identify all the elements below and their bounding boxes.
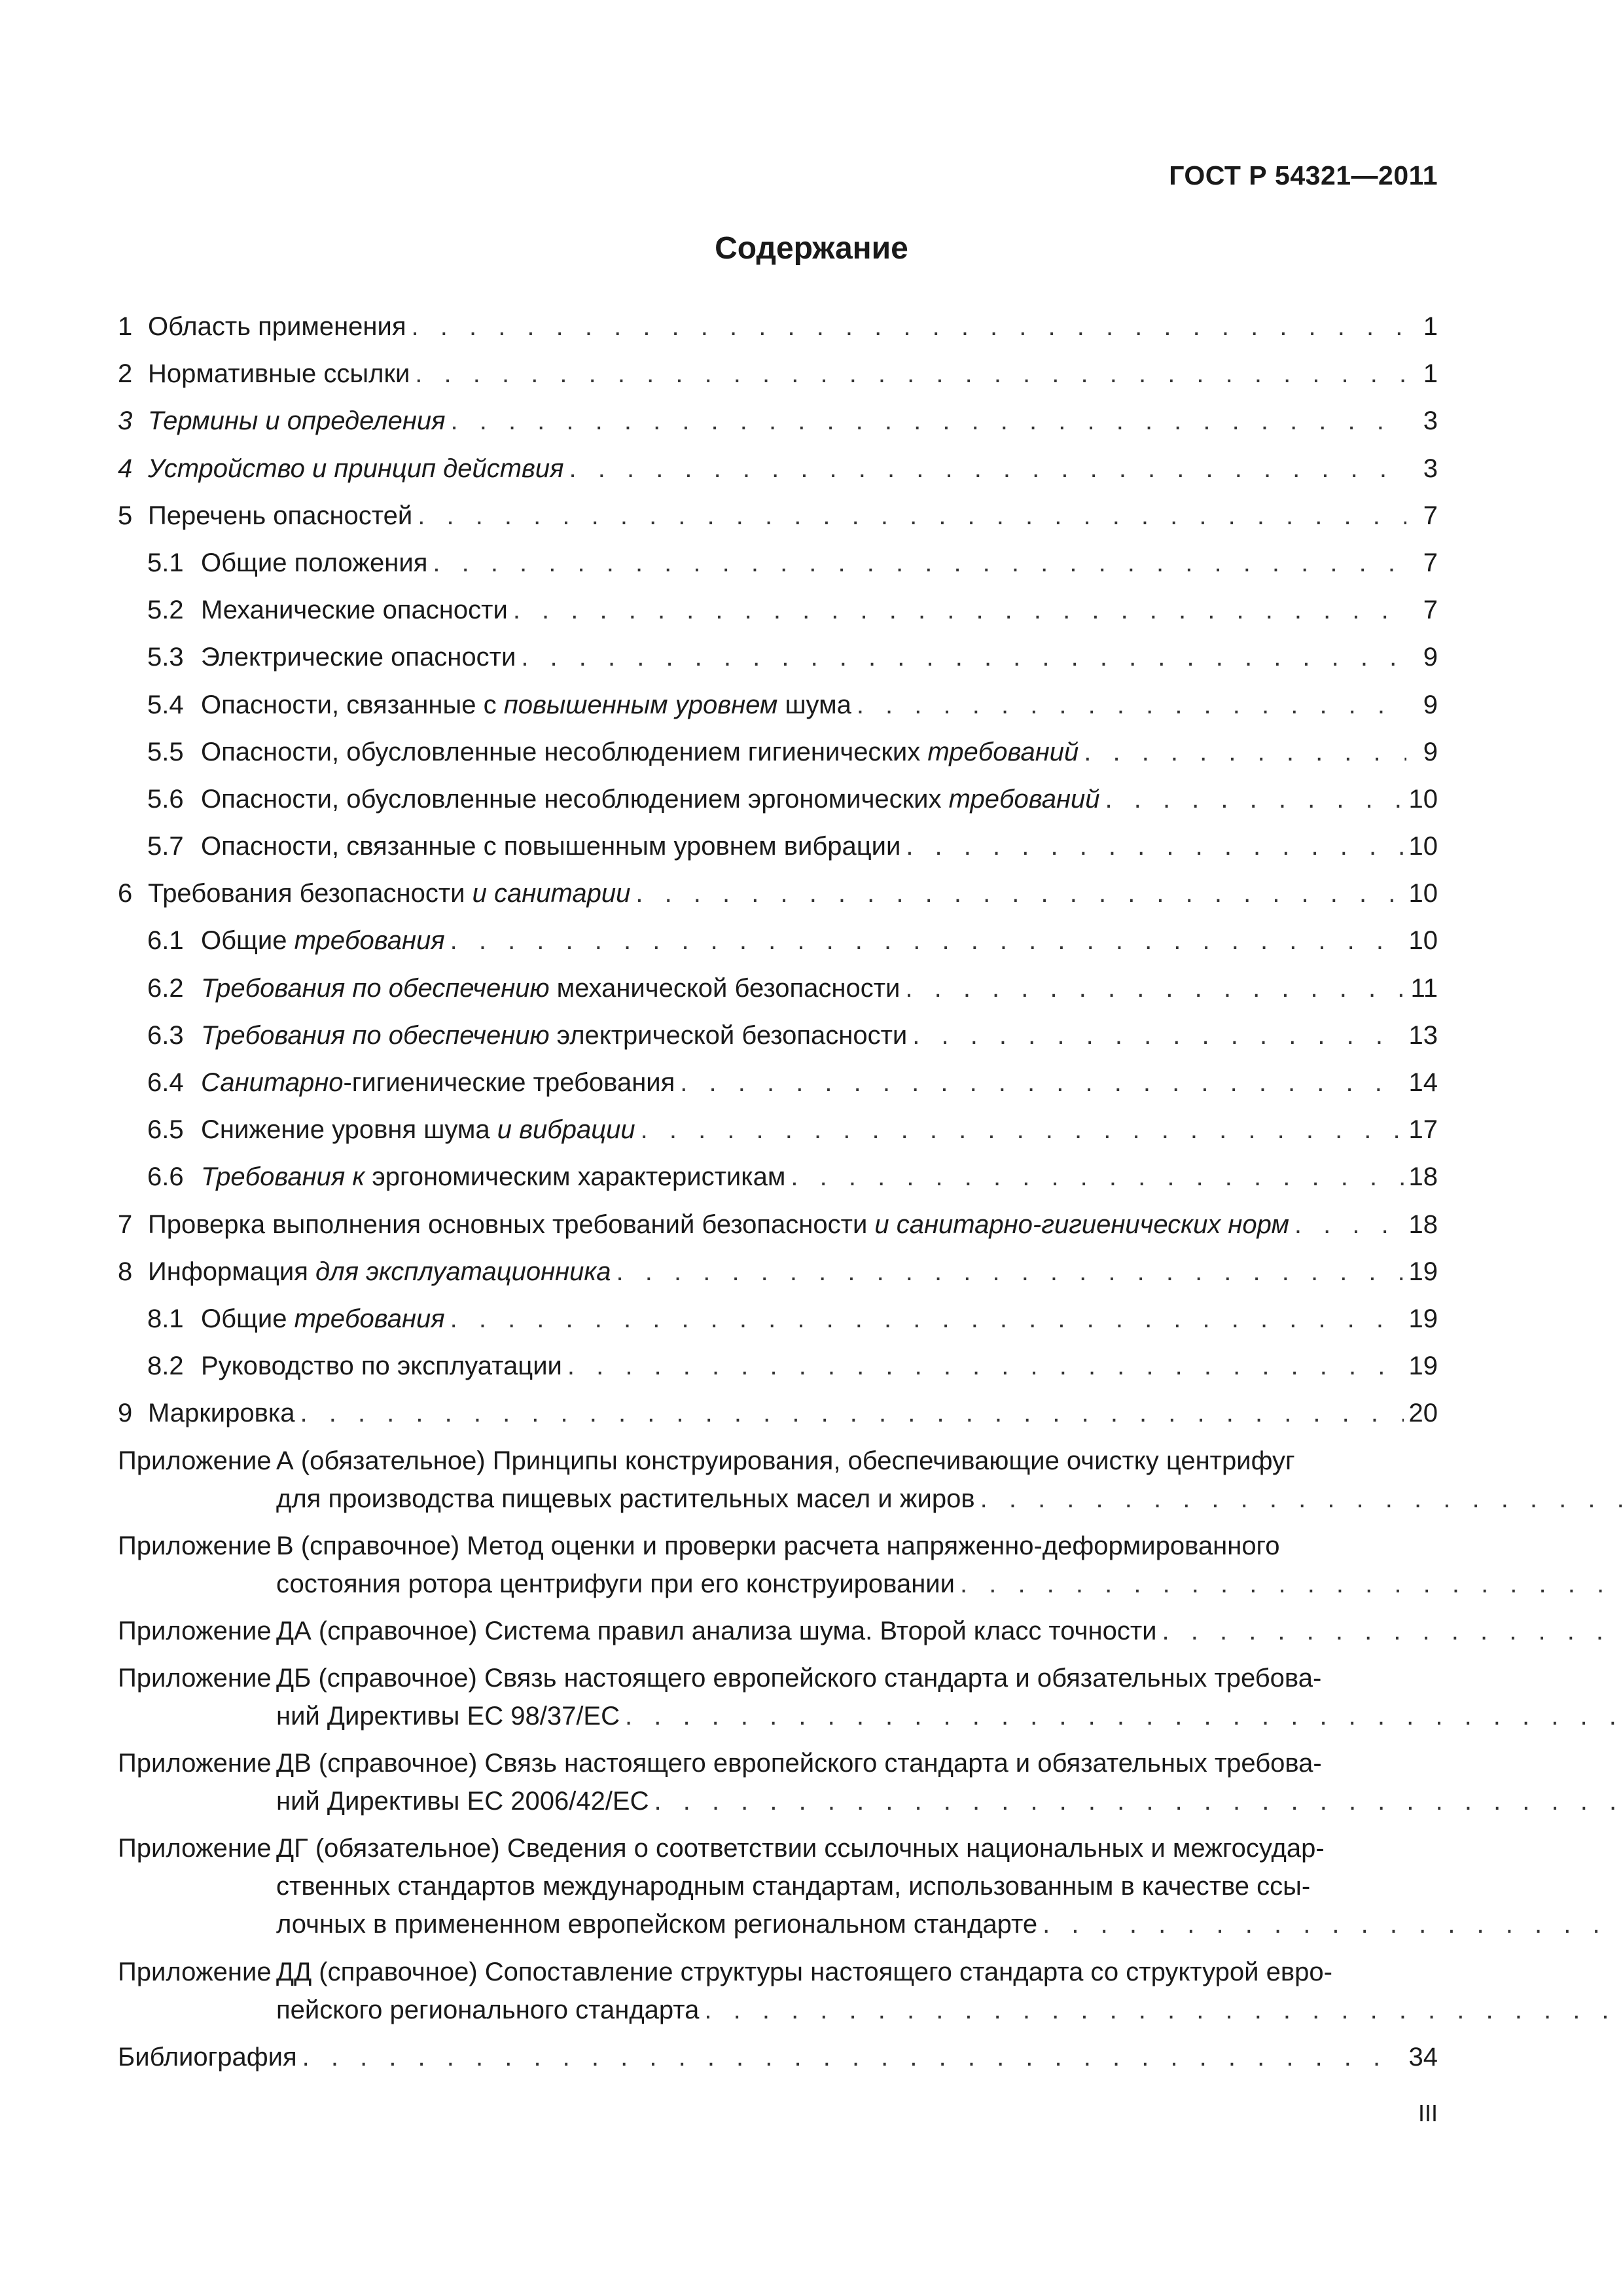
title-segment: Опасности, связанные с повышенным уровнем вибрации bbox=[201, 832, 901, 861]
toc-appendix[interactable] bbox=[118, 1829, 1438, 1943]
title-segment: и санитарии bbox=[472, 879, 631, 908]
appendix-title-line bbox=[276, 1612, 1623, 1650]
appendix-title-line: В (справочное) Метод оценки и проверки расчета напряженно-деформированного bbox=[276, 1531, 1280, 1560]
toc-page-number: 7 bbox=[1423, 548, 1438, 577]
toc-page-number: 9 bbox=[1423, 737, 1438, 766]
leader-dots bbox=[451, 402, 1407, 440]
leader-dots bbox=[412, 308, 1406, 346]
toc-entry-title bbox=[148, 1206, 1289, 1244]
toc-entry-number: 9 bbox=[118, 1399, 133, 1428]
title-segment: Общие bbox=[201, 926, 294, 956]
title-segment: электрической безопасности bbox=[549, 1020, 908, 1050]
toc-entry-title bbox=[201, 969, 900, 1007]
leader-dots bbox=[960, 1565, 1623, 1603]
toc-entry-number: 5.4 bbox=[147, 690, 184, 719]
appendix-label: Приложение bbox=[118, 1957, 272, 1986]
toc-page-number: 1 bbox=[1423, 359, 1438, 389]
toc-entry-number: 5.6 bbox=[147, 784, 184, 814]
toc-entry-number: 8.2 bbox=[147, 1352, 184, 1381]
appendix-label: Приложение bbox=[118, 1834, 272, 1863]
appendix-title-line bbox=[276, 1905, 1623, 1943]
toc-entry-number: 8 bbox=[118, 1257, 133, 1286]
leader-dots bbox=[433, 544, 1406, 582]
toc-appendix[interactable] bbox=[118, 1744, 1438, 1820]
leader-dots bbox=[912, 1016, 1403, 1054]
toc-entry-number: 1 bbox=[118, 312, 133, 341]
toc-entry-number: 6.6 bbox=[147, 1162, 184, 1192]
title-segment: Общие положения bbox=[201, 548, 428, 577]
appendix-label: Приложение bbox=[118, 1531, 272, 1560]
appendix-label: Приложение bbox=[118, 1616, 272, 1645]
appendix-title-text: состояния ротора центрифуги при его конструировании bbox=[276, 1569, 955, 1598]
toc-page-number: 11 bbox=[1410, 973, 1438, 1003]
leader-dots bbox=[635, 874, 1403, 912]
toc-entry-number: 5 bbox=[118, 501, 133, 530]
toc-entry[interactable] bbox=[118, 450, 1438, 488]
leader-dots bbox=[513, 591, 1406, 629]
toc-entry-number: 5.2 bbox=[147, 596, 184, 625]
toc-entry-title: Библиография bbox=[118, 2042, 297, 2072]
toc-entry-title bbox=[201, 1300, 445, 1338]
toc-entry[interactable] bbox=[118, 544, 1438, 582]
title-segment: Санитарно bbox=[201, 1068, 344, 1097]
appendix-title-line bbox=[276, 1991, 1623, 2029]
toc-entry[interactable] bbox=[118, 780, 1438, 818]
toc-entry-number: 2 bbox=[118, 359, 133, 389]
leader-dots bbox=[450, 1300, 1404, 1338]
toc-entry-number: 7 bbox=[118, 1210, 133, 1239]
toc-page-number: 18 bbox=[1408, 1210, 1438, 1239]
toc-entry[interactable] bbox=[118, 827, 1438, 865]
toc-entries bbox=[118, 308, 1438, 1432]
toc-page-number: 10 bbox=[1408, 832, 1438, 861]
toc-entry-title bbox=[201, 780, 1100, 818]
title-segment: Требования по обеспечению bbox=[201, 1020, 550, 1050]
appendix-title bbox=[276, 1442, 1623, 1518]
appendix-title-line: ДГ (обязательное) Сведения о соответствии ссылочных национальных и межгосудар- bbox=[276, 1834, 1325, 1863]
leader-dots bbox=[906, 827, 1403, 865]
title-segment: шума bbox=[777, 690, 851, 719]
title-segment: Требования по обеспечению bbox=[201, 973, 550, 1003]
leader-dots bbox=[857, 686, 1406, 724]
title-segment: Снижение уровня шума bbox=[201, 1115, 497, 1145]
leader-dots bbox=[791, 1158, 1403, 1196]
title-segment: для эксплуатационника bbox=[315, 1257, 611, 1286]
toc-entry-title bbox=[148, 497, 412, 535]
leader-dots bbox=[302, 2038, 1404, 2076]
title-segment: Требования к bbox=[201, 1162, 365, 1192]
toc-page-number: 3 bbox=[1423, 454, 1438, 483]
leader-dots bbox=[1162, 1612, 1623, 1650]
toc-page-number: 18 bbox=[1408, 1162, 1438, 1192]
appendix-title-text: лочных в примененном европейском региональном стандарте bbox=[276, 1910, 1038, 1939]
toc-entry[interactable] bbox=[118, 733, 1438, 771]
toc-entry[interactable] bbox=[118, 308, 1438, 346]
appendix-title-line: ДВ (справочное) Связь настоящего европейского стандарта и обязательных требова- bbox=[276, 1749, 1322, 1778]
toc-page-number: 10 bbox=[1408, 879, 1438, 908]
toc-page-number: 10 bbox=[1408, 784, 1438, 814]
appendix-title-line: ственных стандартов международным стандартам, использованным в качестве ссы- bbox=[276, 1872, 1311, 1901]
toc-entry[interactable] bbox=[118, 1016, 1438, 1054]
toc-entry-title bbox=[201, 733, 1079, 771]
toc-entry-title bbox=[201, 827, 901, 865]
toc-appendices bbox=[118, 1442, 1438, 2029]
title-segment: Нормативные ссылки bbox=[148, 359, 410, 389]
appendix-title-line: ДД (справочное) Сопоставление структуры настоящего стандарта со структурой евро- bbox=[276, 1957, 1332, 1986]
toc-entry-number: 6.1 bbox=[147, 926, 184, 956]
leader-dots bbox=[300, 1394, 1403, 1432]
toc-entry[interactable] bbox=[118, 922, 1438, 960]
toc-page-number: 13 bbox=[1408, 1020, 1438, 1050]
title-segment: и санитарно-гигиенических норм bbox=[874, 1210, 1289, 1239]
toc-entry-number: 8.1 bbox=[147, 1304, 184, 1333]
toc-entry[interactable] bbox=[118, 1158, 1438, 1196]
toc-appendix[interactable] bbox=[118, 1527, 1438, 1603]
toc-appendix[interactable] bbox=[118, 1442, 1438, 1518]
toc-entry[interactable] bbox=[118, 402, 1438, 440]
leader-dots bbox=[980, 1480, 1623, 1518]
toc-entry[interactable] bbox=[118, 591, 1438, 629]
leader-dots bbox=[1105, 780, 1404, 818]
page-title: Содержание bbox=[715, 231, 908, 266]
title-segment: Опасности, связанные с bbox=[201, 690, 504, 719]
appendix-title-text: пейского регионального стандарта bbox=[276, 1995, 700, 2024]
toc-page-number: 20 bbox=[1408, 1399, 1438, 1428]
title-segment: Опасности, обусловленные несоблюдением эргономических bbox=[201, 784, 949, 814]
title-segment: Маркировка bbox=[148, 1399, 295, 1428]
appendix-title bbox=[276, 1659, 1623, 1735]
appendix-title-text: ний Директивы ЕС 98/37/ЕС bbox=[276, 1702, 620, 1731]
leader-dots bbox=[450, 922, 1404, 960]
toc-bibliography[interactable] bbox=[118, 2038, 1438, 2076]
leader-dots bbox=[569, 450, 1406, 488]
title-segment: требования bbox=[294, 1304, 445, 1333]
toc-page-number: 7 bbox=[1423, 501, 1438, 530]
toc-entry-title bbox=[201, 922, 445, 960]
toc-entry[interactable] bbox=[118, 1064, 1438, 1102]
title-segment: Информация bbox=[148, 1257, 316, 1286]
toc-entry-number: 3 bbox=[118, 406, 133, 436]
toc-entry[interactable] bbox=[118, 1253, 1438, 1291]
title-segment: требований bbox=[948, 784, 1100, 814]
toc-entry-title bbox=[201, 1347, 562, 1385]
title-segment: Термины и определения bbox=[148, 406, 446, 436]
title-segment: требования bbox=[294, 926, 445, 956]
leader-dots bbox=[625, 1697, 1623, 1735]
toc-appendix[interactable] bbox=[118, 1612, 1438, 1650]
leader-dots bbox=[616, 1253, 1404, 1291]
title-segment: Руководство по эксплуатации bbox=[201, 1352, 562, 1381]
title-segment: механической безопасности bbox=[549, 973, 901, 1003]
appendix-title-line bbox=[276, 1697, 1623, 1735]
title-segment: эргономическим характеристикам bbox=[365, 1162, 786, 1192]
toc-entry[interactable] bbox=[118, 355, 1438, 393]
title-segment: повышенным уровнем bbox=[503, 690, 778, 719]
title-segment: -гигиенические требования bbox=[343, 1068, 675, 1097]
toc-entry-number: 6 bbox=[118, 879, 133, 908]
toc-entry-title bbox=[148, 355, 410, 393]
title-segment: Перечень опасностей bbox=[148, 501, 413, 530]
toc-page-number: 17 bbox=[1408, 1115, 1438, 1145]
title-segment: и вибрации bbox=[497, 1115, 635, 1145]
appendix-title-text: для производства пищевых растительных масел и жиров bbox=[276, 1484, 975, 1513]
toc-entry-title bbox=[148, 308, 406, 346]
toc-entry-number: 5.1 bbox=[147, 548, 184, 577]
toc-entry-number: 6.2 bbox=[147, 973, 184, 1003]
toc-entry-title bbox=[201, 591, 508, 629]
toc-entry-title bbox=[148, 1253, 611, 1291]
toc-entry-title bbox=[148, 1394, 294, 1432]
appendix-title bbox=[276, 1527, 1623, 1603]
page-number-footer: III bbox=[1418, 2100, 1438, 2126]
toc-page-number: 14 bbox=[1408, 1068, 1438, 1097]
toc-entry-title bbox=[201, 1111, 635, 1149]
toc-entry[interactable] bbox=[118, 1300, 1438, 1338]
appendix-label: Приложение bbox=[118, 1664, 272, 1693]
toc-entry-title bbox=[201, 638, 516, 676]
leader-dots bbox=[704, 1991, 1623, 2029]
toc-entry[interactable] bbox=[118, 874, 1438, 912]
toc-page-number: 9 bbox=[1423, 643, 1438, 672]
leader-dots bbox=[1084, 733, 1406, 771]
toc-entry-title bbox=[201, 1016, 907, 1054]
toc-entry-number: 4 bbox=[118, 454, 133, 483]
toc-entry[interactable] bbox=[118, 969, 1438, 1007]
toc-page-number: 34 bbox=[1408, 2042, 1438, 2072]
title-segment: Устройство и принцип действия bbox=[148, 454, 564, 483]
toc-page-number: 1 bbox=[1423, 312, 1438, 341]
appendix-title-line: А (обязательное) Принципы конструирования, обеспечивающие очистку центрифуг bbox=[276, 1446, 1295, 1475]
appendix-title-line bbox=[276, 1565, 1623, 1603]
leader-dots bbox=[1043, 1905, 1623, 1943]
title-segment: Электрические опасности bbox=[201, 643, 516, 672]
appendix-title-line bbox=[276, 1782, 1623, 1820]
toc-entry-number: 6.3 bbox=[147, 1020, 184, 1050]
toc-page-number: 19 bbox=[1408, 1257, 1438, 1286]
document-code: ГОСТ Р 54321—2011 bbox=[1169, 160, 1438, 190]
appendix-title bbox=[276, 1612, 1623, 1650]
title-segment: Опасности, обусловленные несоблюдением гигиенических bbox=[201, 737, 928, 766]
leader-dots bbox=[415, 355, 1406, 393]
toc-entry-title bbox=[148, 450, 564, 488]
leader-dots bbox=[418, 497, 1406, 535]
toc-entry[interactable] bbox=[118, 1111, 1438, 1149]
toc-page-number: 19 bbox=[1408, 1304, 1438, 1333]
appendix-label: Приложение bbox=[118, 1446, 272, 1475]
toc-entry-title bbox=[201, 1158, 785, 1196]
toc-entry-title bbox=[148, 874, 630, 912]
toc-entry-number: 5.5 bbox=[147, 737, 184, 766]
toc-page-number: 10 bbox=[1408, 926, 1438, 956]
title-segment: Требования безопасности bbox=[148, 879, 473, 908]
toc-entry-number: 6.5 bbox=[147, 1115, 184, 1145]
title-segment: Проверка выполнения основных требований безопасности bbox=[148, 1210, 875, 1239]
title-segment: Область применения bbox=[148, 312, 406, 341]
toc-entry[interactable] bbox=[118, 686, 1438, 724]
toc-page-number: 9 bbox=[1423, 690, 1438, 719]
appendix-title-line bbox=[276, 1480, 1623, 1518]
table-of-contents bbox=[118, 308, 1438, 2085]
title-segment: требований bbox=[927, 737, 1079, 766]
toc-entry-title bbox=[201, 686, 851, 724]
leader-dots bbox=[1294, 1206, 1404, 1244]
appendix-title bbox=[276, 1829, 1623, 1943]
toc-entry[interactable] bbox=[118, 638, 1438, 676]
appendix-title-line: ДБ (справочное) Связь настоящего европейского стандарта и обязательных требова- bbox=[276, 1664, 1322, 1693]
leader-dots bbox=[567, 1347, 1404, 1385]
toc-entry[interactable] bbox=[118, 497, 1438, 535]
leader-dots bbox=[680, 1064, 1403, 1102]
toc-appendix[interactable] bbox=[118, 1953, 1438, 2029]
leader-dots bbox=[521, 638, 1406, 676]
title-segment: Общие bbox=[201, 1304, 294, 1333]
appendix-title-text: ДА (справочное) Система правил анализа шума. Второй класс точности bbox=[276, 1616, 1157, 1645]
toc-page-number: 19 bbox=[1408, 1352, 1438, 1381]
appendix-title-text: ний Директивы ЕС 2006/42/ЕС bbox=[276, 1787, 649, 1816]
leader-dots bbox=[654, 1782, 1623, 1820]
toc-page-number: 7 bbox=[1423, 596, 1438, 625]
title-segment: Механические опасности bbox=[201, 596, 508, 625]
leader-dots bbox=[641, 1111, 1404, 1149]
toc-entry-title bbox=[201, 1064, 675, 1102]
toc-entry[interactable] bbox=[118, 1394, 1438, 1432]
leader-dots bbox=[905, 969, 1405, 1007]
toc-entry[interactable] bbox=[118, 1206, 1438, 1244]
toc-appendix[interactable] bbox=[118, 1659, 1438, 1735]
toc-entry-number: 6.4 bbox=[147, 1068, 184, 1097]
toc-entry-number: 5.3 bbox=[147, 643, 184, 672]
toc-entry-title bbox=[148, 402, 446, 440]
appendix-title bbox=[276, 1744, 1623, 1820]
toc-entry[interactable] bbox=[118, 1347, 1438, 1385]
appendix-label: Приложение bbox=[118, 1749, 272, 1778]
appendix-title bbox=[276, 1953, 1623, 2029]
toc-entry-title bbox=[201, 544, 427, 582]
toc-page-number: 3 bbox=[1423, 406, 1438, 436]
toc-entry-number: 5.7 bbox=[147, 832, 184, 861]
